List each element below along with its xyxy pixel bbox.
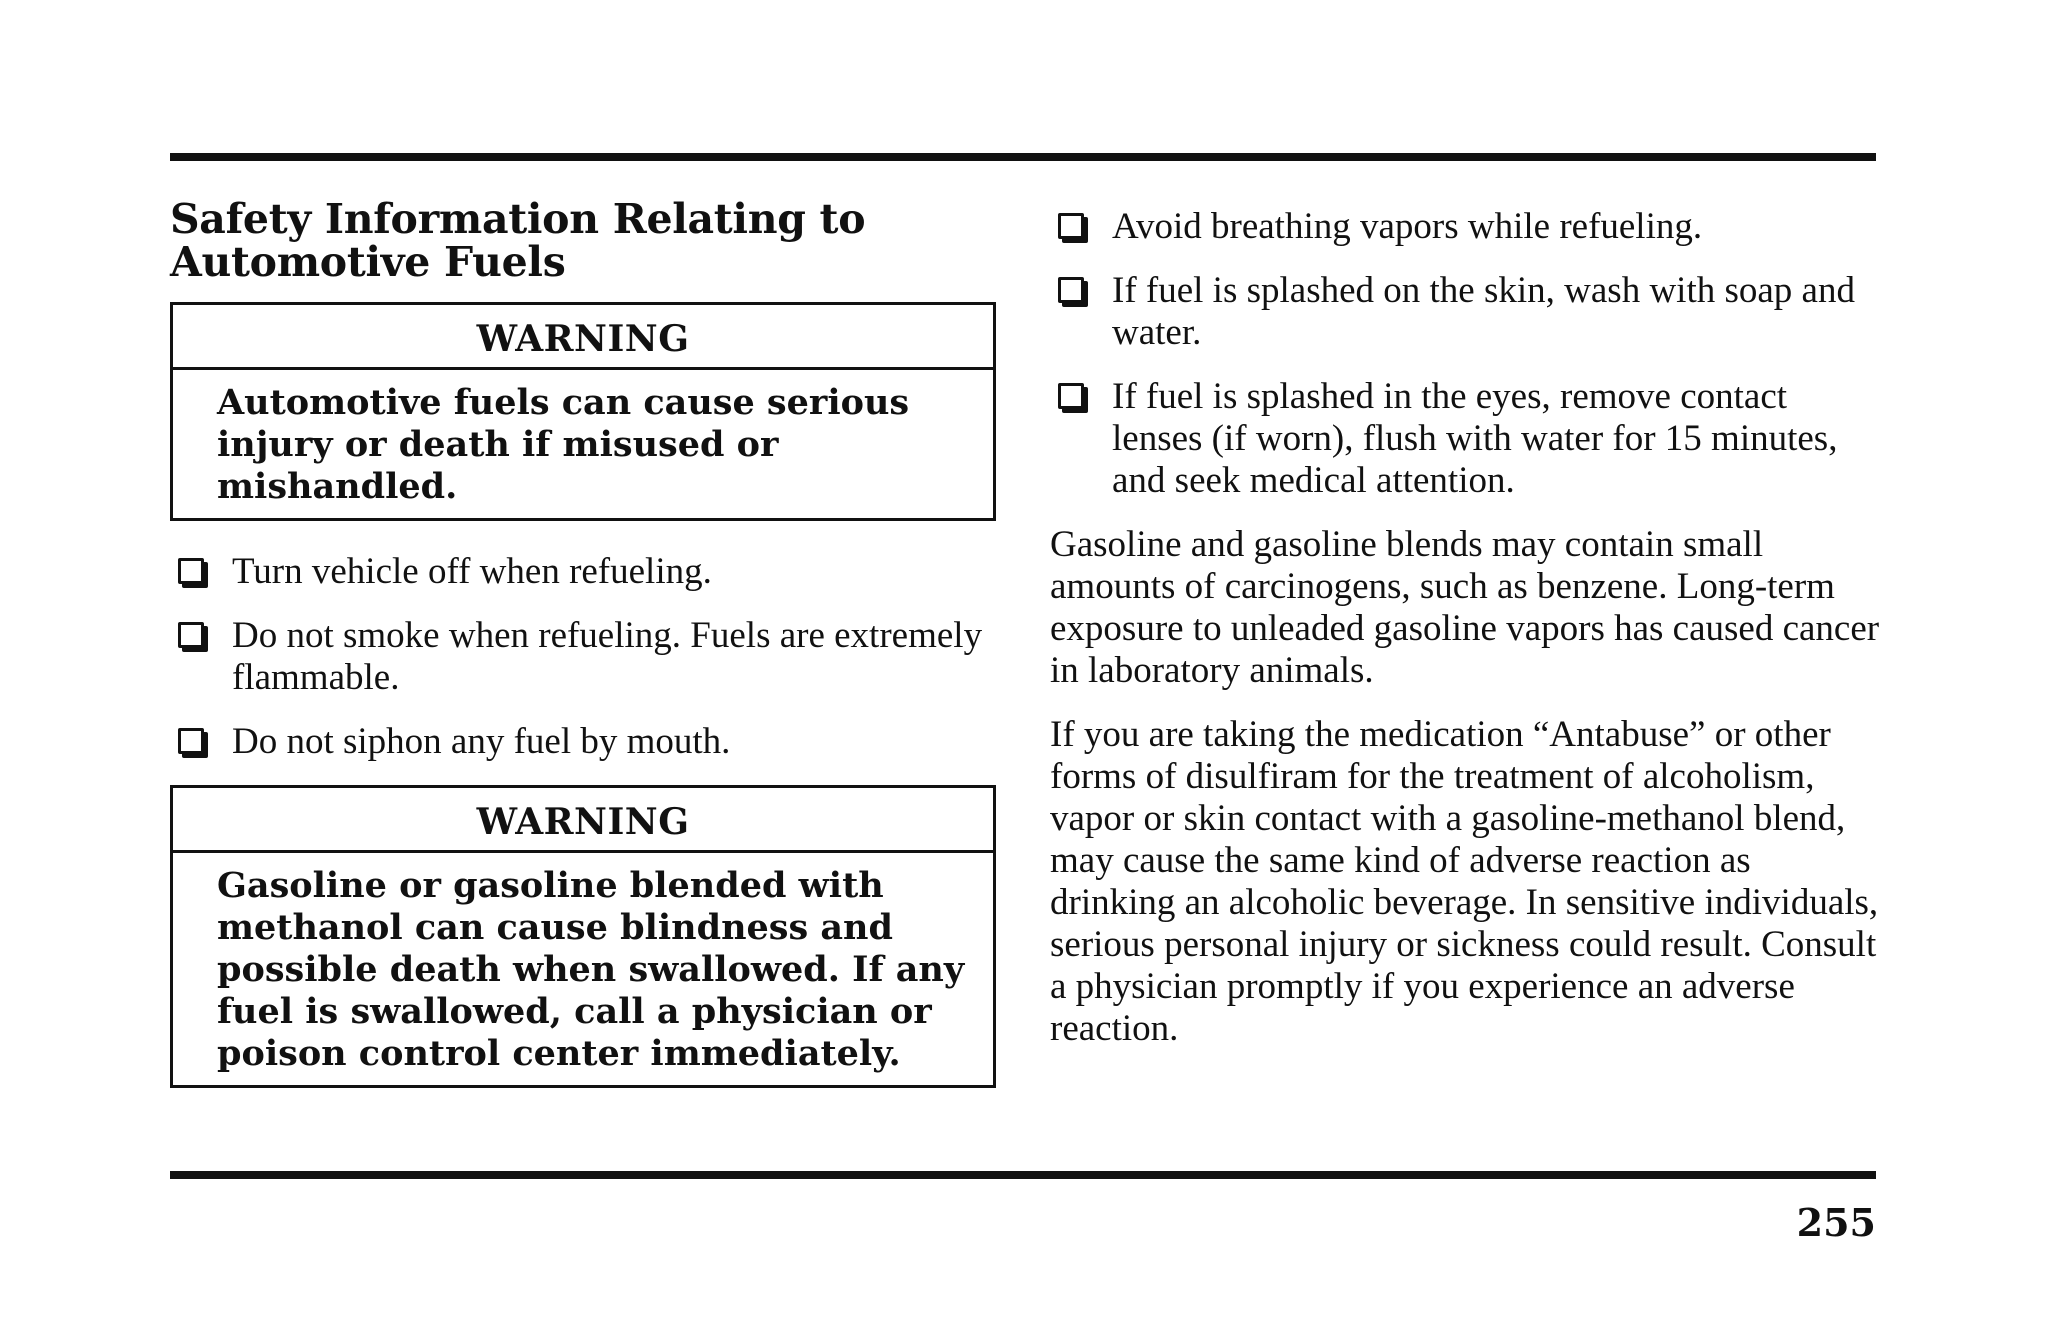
checkbox-bullet-icon: [178, 728, 204, 754]
paragraph: Gasoline and gasoline blends may contain small amounts of carcinogens, such as benzene. Long-term exposure to unleaded gasoline vapors has caused cancer in laboratory animals.: [1050, 524, 1880, 691]
section-title-line2: Automotive Fuels: [170, 238, 566, 286]
list-item: [170, 615, 996, 699]
list-item: [1050, 206, 1880, 248]
checkbox-bullet-icon: [1058, 213, 1084, 239]
paragraph: If you are taking the medication “Antabuse” or other forms of disulfiram for the treatment of alcoholism, vapor or skin contact with a gasoline-methanol blend, may cause the same kind of adverse reaction as drinking an alcoholic beverage. In sensitive individuals, serious personal injury or sickness could result. Consult a physician promptly if you experience an adverse reaction.: [1050, 714, 1879, 1049]
warning-box-2: [170, 785, 996, 1088]
bottom-rule: [170, 1171, 1876, 1179]
checkbox-bullet-icon: [1058, 383, 1084, 409]
bullet-text: Do not siphon any fuel by mouth.: [232, 721, 731, 762]
top-rule: [170, 153, 1876, 161]
list-item: [170, 721, 996, 763]
list-item: [170, 551, 996, 593]
bullet-text: Do not smoke when refueling. Fuels are extremely flammable.: [232, 615, 983, 698]
left-bullet-list: [170, 551, 996, 763]
right-bullet-list: [1050, 206, 1880, 502]
list-item: [1050, 376, 1880, 502]
left-column: [170, 195, 996, 1088]
bullet-text: If fuel is splashed in the eyes, remove contact lenses (if worn), flush with water for 15 minutes, and seek medical attention.: [1112, 376, 1838, 501]
warning-body: Gasoline or gasoline blended with methanol can cause blindness and possible death when swallowed. If any fuel is swallowed, call a physician or poison control center immediately.: [217, 865, 965, 1074]
section-title-line1: Safety Information Relating to: [170, 195, 866, 243]
page-number: 255: [1796, 1200, 1876, 1245]
checkbox-bullet-icon: [1058, 277, 1084, 303]
warning-header: WARNING: [173, 305, 993, 370]
checkbox-bullet-icon: [178, 622, 204, 648]
section-title: [170, 195, 996, 286]
bullet-text: Turn vehicle off when refueling.: [232, 551, 712, 592]
warning-box-1: [170, 302, 996, 521]
warning-body: Automotive fuels can cause serious injury or death if misused or mishandled.: [217, 382, 910, 507]
bullet-text: Avoid breathing vapors while refueling.: [1112, 206, 1703, 247]
right-column: [1050, 206, 1880, 1072]
list-item: [1050, 270, 1880, 354]
checkbox-bullet-icon: [178, 558, 204, 584]
bullet-text: If fuel is splashed on the skin, wash with soap and water.: [1112, 270, 1855, 353]
warning-header: WARNING: [173, 788, 993, 853]
